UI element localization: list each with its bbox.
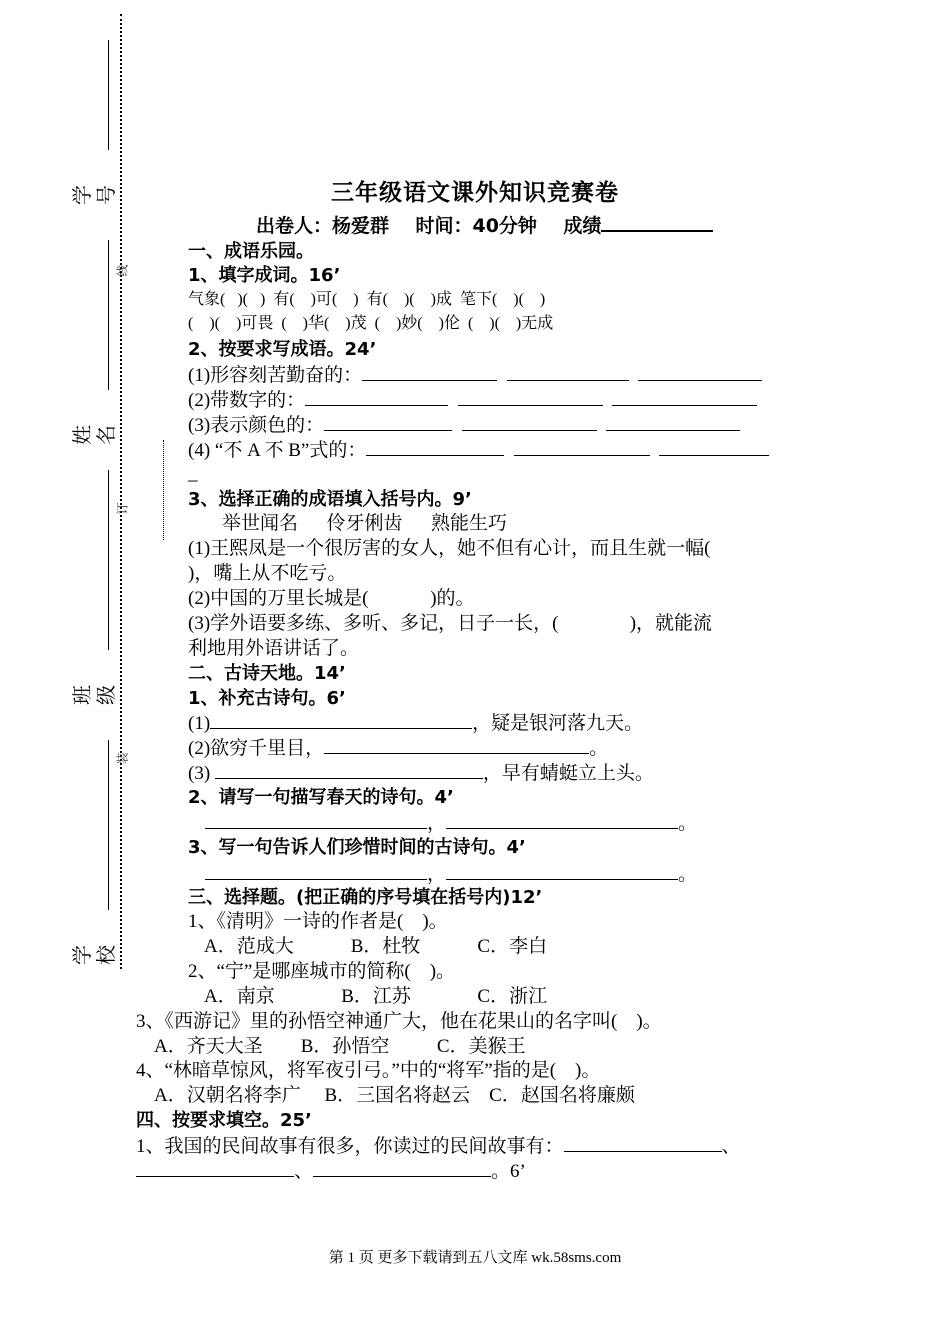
poem-line-3: (3) ，早有蜻蜓立上头。 — [188, 763, 654, 784]
s2-q2-heading: 2、请写一句描写春天的诗句。4’ — [188, 787, 454, 808]
blank[interactable] — [446, 811, 678, 829]
score-blank[interactable] — [601, 210, 713, 232]
school-label: 学 校 — [70, 945, 118, 965]
q3-options: 举世闻名 伶牙俐齿 熟能生巧 — [222, 513, 508, 534]
s2-q3-heading: 3、写一句告诉人们珍惜时间的古诗句。4’ — [188, 837, 526, 858]
bind-mark: 装 — [115, 752, 130, 765]
student-id-line — [108, 40, 109, 150]
blank[interactable] — [659, 438, 769, 456]
blank[interactable] — [210, 711, 472, 729]
q2-item-2: (2)带数字的： — [188, 388, 757, 413]
s4-q1-line1: 1、我国的民间故事有很多，你读过的民间故事有： 、 — [136, 1136, 741, 1157]
blank[interactable] — [324, 736, 589, 754]
q1-heading: 1、填字成词。16’ — [188, 265, 341, 286]
score-label: 成绩 — [563, 215, 602, 237]
s3-q3: 3、《西游记》里的孙悟空神通广大，他在花果山的名字叫( )。 — [136, 1011, 662, 1032]
section1-heading: 一、成语乐园。 — [188, 241, 314, 262]
q3-heading: 3、选择正确的成语填入括号内。9’ — [188, 489, 472, 510]
q3-sentence-3a: (3)学外语要多练、多听、多记，日子一长，( )，就能流 — [188, 613, 713, 634]
s3-q3-options: A．齐天大圣 B．孙悟空 C．美猴王 — [154, 1036, 526, 1057]
poem-line-1: (1) ，疑是银河落九天。 — [188, 713, 644, 734]
q2-heading: 2、按要求写成语。24’ — [188, 339, 377, 360]
s3-q1: 1、《清明》一诗的作者是( )。 — [188, 911, 448, 932]
s4-q1-line2: 、 。6’ — [136, 1159, 526, 1184]
q2-item-3: (3)表示颜色的： — [188, 413, 740, 438]
s3-q1-options: A．范成大 B．杜牧 C．李白 — [204, 936, 548, 957]
blank[interactable] — [612, 388, 757, 406]
school-line — [108, 740, 109, 910]
student-id-label: 学 号 — [70, 185, 118, 205]
blank[interactable] — [462, 413, 597, 431]
section3-heading: 三、选择题。(把正确的序号填在括号内)12’ — [188, 887, 543, 908]
s3-q2-options: A．南京 B．江苏 C．浙江 — [204, 986, 548, 1007]
s3-q4: 4、“林暗草惊风，将军夜引弓。”中的“将军”指的是( )。 — [136, 1060, 601, 1081]
s3-q4-options: A．汉朝名将李广 B．三国名将赵云 C．赵国名将廉颇 — [154, 1085, 635, 1106]
section2-heading: 二、古诗天地。14’ — [188, 663, 346, 684]
order-mark: 订 — [115, 502, 130, 515]
class-line — [108, 470, 109, 650]
s3-q2: 2、“宁”是哪座城市的简称( )。 — [188, 961, 456, 982]
blank[interactable] — [313, 1159, 491, 1177]
q1-row2: ( )( )可畏 ( )华( )茂 ( )妙( )伦 ( )( )无成 — [188, 315, 554, 332]
name-label: 姓 名 — [70, 425, 118, 445]
page-footer: 第 1 页 更多下载请到五八文库 wk.58sms.com — [328, 1250, 622, 1266]
s2-q1-heading: 1、补充古诗句。6’ — [188, 688, 346, 709]
section4-heading: 四、按要求填空。25’ — [136, 1110, 312, 1131]
blank[interactable] — [215, 761, 483, 779]
class-label: 班 级 — [70, 685, 118, 705]
blank[interactable] — [446, 862, 678, 880]
exam-time: 时间：40分钟 — [415, 215, 537, 237]
blank[interactable] — [458, 388, 603, 406]
blank[interactable] — [305, 388, 448, 406]
name-line — [108, 240, 109, 390]
blank[interactable] — [205, 862, 427, 880]
q3-sentence-1b: )，嘴上从不吃亏。 — [188, 563, 347, 584]
binding-dotted-line — [120, 14, 122, 969]
line-mark: 线 — [115, 264, 130, 277]
blank[interactable] — [205, 811, 427, 829]
blank[interactable] — [638, 363, 762, 381]
poem-line-2: (2)欲穷千里目， 。 — [188, 738, 609, 759]
q3-sentence-1a: (1)王熙凤是一个很厉害的女人，她不但有心计，而且生就一幅( — [188, 538, 711, 559]
q3-sentence-3b: 利地用外语讲话了。 — [188, 638, 360, 659]
exam-info — [256, 210, 713, 238]
blank[interactable] — [564, 1134, 722, 1152]
blank[interactable] — [507, 363, 629, 381]
blank[interactable] — [514, 438, 650, 456]
name-dotted-line — [163, 440, 164, 540]
blank[interactable] — [362, 363, 497, 381]
q2-item-4-tail: _ — [188, 463, 198, 484]
time-poem-answer: ， 。 — [205, 862, 697, 887]
q2-item-4: (4) “不 A 不 B”式的： — [188, 438, 769, 463]
blank[interactable] — [136, 1159, 294, 1177]
blank[interactable] — [366, 438, 504, 456]
author: 出卷人：杨爱群 — [256, 215, 390, 237]
spring-poem-answer: ， 。 — [205, 811, 697, 836]
blank[interactable] — [606, 413, 740, 431]
page-title: 三年级语文课外知识竞赛卷 — [331, 180, 619, 206]
q3-sentence-2: (2)中国的万里长城是( )的。 — [188, 588, 475, 609]
blank[interactable] — [324, 413, 452, 431]
q2-item-1: (1)形容刻苦勤奋的： — [188, 363, 762, 388]
q1-row1: 气象( )( ) 有( )可( ) 有( )( )成 笔下( )( ) — [188, 291, 546, 308]
